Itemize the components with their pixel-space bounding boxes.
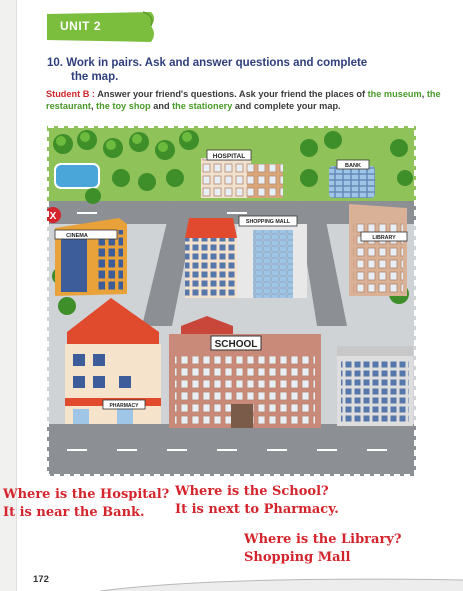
blank-building-centre — [185, 218, 237, 298]
instruction-text-1: Answer your friend's questions. Ask your friend the places of — [95, 89, 368, 99]
sign-shopping-mall: SHOPPING MALL — [245, 219, 291, 225]
note-library-answer: Shopping Mall — [244, 550, 351, 565]
unit-label: UNIT 2 — [60, 19, 102, 33]
page-curl-decoration — [100, 574, 463, 591]
instruction-sep-3: and — [150, 101, 173, 111]
student-label: Student B : — [46, 89, 95, 99]
marker-x: X — [49, 211, 57, 222]
cinema-building — [55, 218, 127, 296]
student-b-instruction — [46, 88, 446, 112]
note-library — [244, 531, 401, 567]
sign-pharmacy: PHARMACY — [109, 403, 139, 409]
sign-library: LIBRARY — [372, 235, 396, 241]
place-museum: the museum — [367, 89, 422, 99]
town-map — [47, 126, 416, 476]
instruction-sep-1: , — [421, 89, 427, 99]
sign-hospital: HOSPITAL — [212, 153, 246, 160]
note-school — [175, 483, 339, 519]
page-number: 172 — [33, 574, 49, 585]
note-school-question: Where is the School? — [175, 484, 329, 499]
instruction-text-2: and complete your map. — [232, 101, 341, 111]
shopping-mall-building — [237, 216, 307, 298]
place-stationery: the stationery — [172, 101, 233, 111]
place-toy-shop: the toy shop — [96, 101, 151, 111]
task-number: 10. — [47, 57, 63, 69]
task-line-2: the map. — [71, 71, 119, 83]
blank-building-right — [337, 346, 413, 426]
note-hospital-answer: It is near the Bank. — [3, 505, 145, 520]
library-building — [349, 204, 407, 296]
town-map-illustration — [47, 126, 416, 476]
place-restaurant: the restaurant — [46, 89, 441, 111]
task-heading — [47, 56, 447, 84]
note-library-question: Where is the Library? — [244, 532, 402, 547]
instruction-sep-2: , — [90, 101, 97, 111]
sign-school: SCHOOL — [214, 339, 258, 350]
note-school-answer: It is next to Pharmacy. — [175, 502, 339, 517]
note-hospital-question: Where is the Hospital? — [3, 487, 170, 502]
sign-bank: BANK — [345, 163, 361, 169]
task-line-1: Work in pairs. Ask and answer questions and complete — [66, 57, 368, 69]
note-hospital — [3, 486, 169, 522]
sign-cinema: CINEMA — [66, 233, 88, 239]
